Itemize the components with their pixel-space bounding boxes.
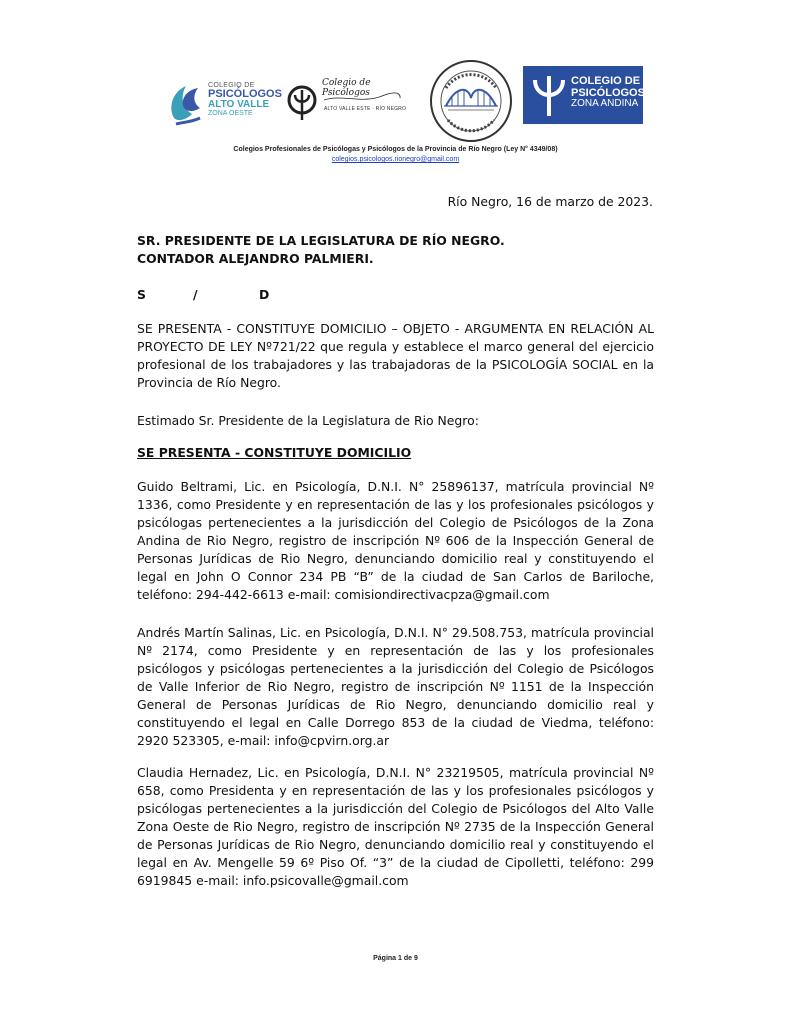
andina-line2: PSICÓLOGOS [571, 86, 645, 99]
addressee-line1: SR. PRESIDENTE DE LA LEGISLATURA DE RÍO NEGRO. [137, 233, 505, 248]
addressee-line2: CONTADOR ALEJANDRO PALMIERI. [137, 251, 374, 266]
page-number: Página 1 de 9 [373, 955, 418, 962]
alto-valle-emblem-icon [166, 78, 206, 128]
seal-logo [428, 58, 514, 144]
alto-valle-line1: COLEGIO DE [208, 82, 255, 89]
psi-circle-icon [286, 84, 318, 124]
andina-line1: COLEGIO DE [571, 75, 641, 87]
section-heading [137, 444, 654, 462]
letterhead-title: Colegios Profesionales de Psicólogas y Psicólogos de la Provincia de Río Negro (Ley N° 4349/08) [233, 146, 558, 153]
andina-line3: ZONA ANDINA [571, 98, 639, 110]
addressee-block [137, 232, 505, 268]
document-date: Río Negro, 16 de marzo de 2023. [447, 194, 653, 209]
sd-slash: / [193, 287, 198, 302]
subject-paragraph: SE PRESENTA - CONSTITUYE DOMICILIO – OBJETO - ARGUMENTA EN RELACIÓN AL PROYECTO DE LEY Nº721/22 que regula y establece el marco general del ejercicio profesional de los trabajadores y las trabajadoras de la PSICOLOGÍA SOCIAL en la Provincia de Río Negro. [137, 321, 654, 390]
paragraph-beltrami: Guido Beltrami, Lic. en Psicología, D.N.I. N° 25896137, matrícula provincial Nº 1336, como Presidente y en representación de las y los profesionales psicólogos y psicólogas pertenecientes a la jurisdicción del Colegio de Psicólogos de la Zona Andina de Rio Negro, registro de inscripción Nº 606 de la Inspección General de Personas Jurídicas de Rio Negro, denunciando domicilio real y constituyendo el legal en John O Connor 234 PB “B” de la ciudad de San Carlos de Bariloche, teléfono: 294-442-6613 e-mail: comisiondirectivacpza@gmail.com [137, 479, 654, 602]
seal-emblem-icon [428, 58, 514, 144]
valle-inferior-logo [286, 76, 416, 126]
alto-valle-line3: ALTO VALLE [208, 99, 270, 110]
paragraph-hernadez: Claudia Hernadez, Lic. en Psicología, D.N.I. N° 23219505, matrícula provincial Nº 658, como Presidenta y en representación de las y los profesionales psicólogos y psicólogas pertenecientes a la jurisdicción del Colegio de Psicólogos del Alto Valle Zona Oeste de Rio Negro, registro de inscripción Nº 2735 de la Inspección General de Personas Jurídicas de Rio Negro, denunciando domicilio real y constituyendo el legal en Av. Mengelle 59 6º Piso Of. “3” de la ciudad de Cipolletti, teléfono: 299 6919845 e-mail: info.psicovalle@gmail.com [137, 765, 654, 888]
sd-s: S [137, 287, 146, 302]
greeting: Estimado Sr. Presidente de la Legislatura de Rio Negro: [137, 413, 479, 428]
signature-swash-icon [322, 92, 402, 104]
sd-line [137, 286, 269, 304]
valle-inferior-subtitle: ALTO VALLE ESTE · RÍO NEGRO [324, 106, 407, 112]
section-heading-part2: CONSTITUYE DOMICILIO [244, 445, 412, 460]
alto-valle-line2: PSICÓLOGOS [208, 88, 282, 100]
section-heading-part1: SE PRESENTA - [137, 445, 245, 460]
paragraph-salinas: Andrés Martín Salinas, Lic. en Psicología, D.N.I. N° 29.508.753, matrícula provincial Nº 2174, como Presidente y en representación de las y los profesionales psicólogos y psicólogas pertenecientes a la jurisdicción del Colegio de Psicólogos de Valle Inferior de Rio Negro, registro de inscripción Nº 1151 de la Inspección General de Personas Jurídicas de Rio Negro, denunciando domicilio real y constituyendo el legal en Calle Dorrego 853 de la ciudad de Viedma, teléfono: 2920 523305, e-mail: info@cpvirn.org.ar [137, 625, 654, 748]
logo-bar [0, 58, 791, 138]
sd-d: D [259, 287, 270, 302]
alto-valle-logo [166, 74, 286, 132]
letterhead-email-link[interactable]: colegios.psicologos.rionegro@gmail.com [331, 156, 460, 163]
alto-valle-line4: ZONA OESTE [208, 110, 253, 117]
zona-andina-logo [523, 66, 643, 124]
valle-inferior-script: Colegio de Psicólogos [322, 78, 371, 98]
psi-symbol-icon [529, 70, 569, 120]
